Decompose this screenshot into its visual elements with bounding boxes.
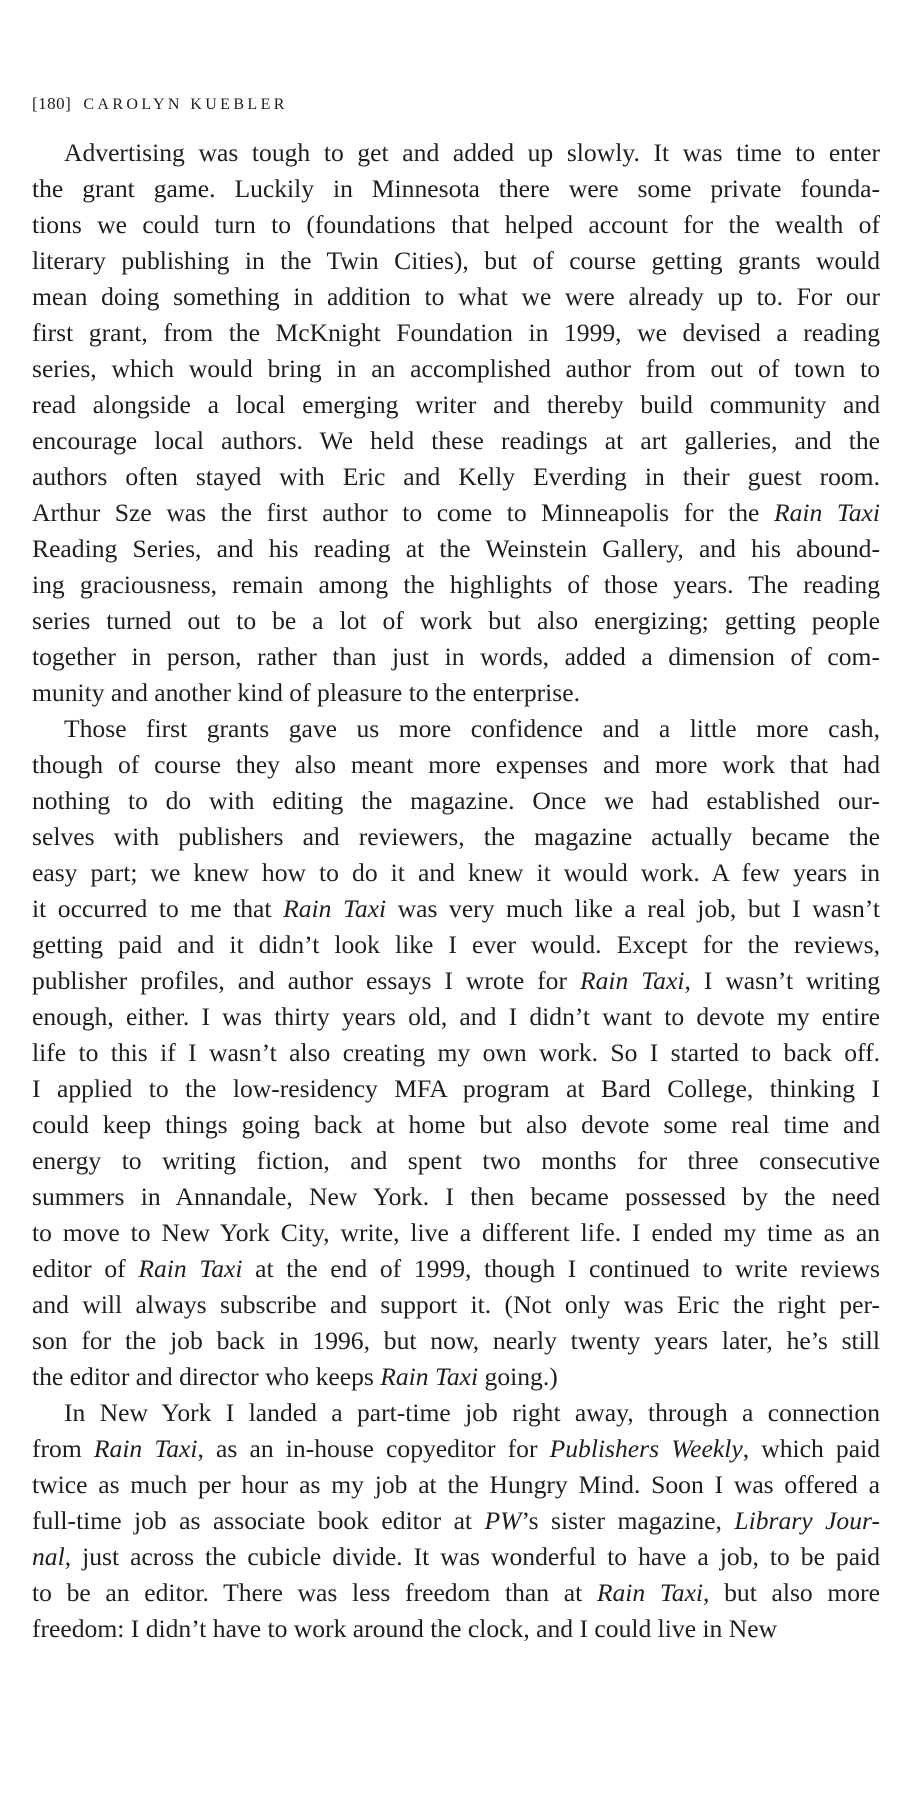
- text-line: Reading Series, and his reading at the Weinstein Gallery, and his abound-: [32, 534, 880, 563]
- text-line: In New York I landed a part-time job right away, through a connection: [64, 1398, 880, 1427]
- text-line: it occurred to me that Rain Taxi was very much like a real job, but I wasn’t: [32, 894, 880, 923]
- text-line: life to this if I wasn’t also creating my own work. So I started to back off.: [32, 1038, 880, 1067]
- text-line: from Rain Taxi, as an in-house copyeditor for Publishers Weekly, which paid: [32, 1434, 881, 1463]
- text-line: nothing to do with editing the magazine. Once we had established our-: [32, 786, 880, 815]
- text-line: enough, either. I was thirty years old, and I didn’t want to devote my entire: [32, 1002, 880, 1031]
- text-line: read alongside a local emerging writer and thereby build community and: [32, 390, 880, 419]
- text-line: to move to New York City, write, live a different life. I ended my time as an: [32, 1218, 880, 1247]
- text-line: and will always subscribe and support it. (Not only was Eric the right per-: [32, 1290, 880, 1319]
- text-line: munity and another kind of pleasure to the enterprise.: [32, 678, 580, 707]
- text-line: mean doing something in addition to what we were already up to. For our: [32, 282, 880, 311]
- text-line: full-time job as associate book editor at PW’s sister magazine, Library Jour-: [32, 1506, 880, 1535]
- text-line: editor of Rain Taxi at the end of 1999, though I continued to write reviews: [32, 1254, 880, 1283]
- text-line: ing graciousness, remain among the highlights of those years. The reading: [32, 570, 880, 599]
- text-line: could keep things going back at home but also devote some real time and: [32, 1110, 880, 1139]
- text-line: summers in Annandale, New York. I then became possessed by the need: [32, 1182, 880, 1211]
- text-line: encourage local authors. We held these readings at art galleries, and the: [32, 426, 880, 455]
- text-line: Advertising was tough to get and added up slowly. It was time to enter: [64, 138, 880, 167]
- text-line: easy part; we knew how to do it and knew it would work. A few years in: [32, 858, 880, 887]
- text-line: I applied to the low-residency MFA program at Bard College, thinking I: [32, 1074, 880, 1103]
- text-line: selves with publishers and reviewers, the magazine actually became the: [32, 822, 880, 851]
- text-line: Those first grants gave us more confidence and a little more cash,: [64, 714, 880, 743]
- text-line: twice as much per hour as my job at the Hungry Mind. Soon I was offered a: [32, 1470, 880, 1499]
- text-line: though of course they also meant more expenses and more work that had: [32, 750, 880, 779]
- author-name: CAROLYN KUEBLER: [83, 96, 288, 113]
- text-line: the editor and director who keeps Rain Taxi going.): [32, 1362, 558, 1391]
- text-line: together in person, rather than just in words, added a dimension of com-: [32, 642, 880, 671]
- text-line: nal, just across the cubicle divide. It was wonderful to have a job, to be paid: [32, 1542, 880, 1571]
- text-line: literary publishing in the Twin Cities), but of course getting grants would: [32, 246, 880, 275]
- text-line: series turned out to be a lot of work but also energizing; getting people: [32, 606, 880, 635]
- running-head: [32, 94, 288, 114]
- text-line: publisher profiles, and author essays I wrote for Rain Taxi, I wasn’t writing: [32, 966, 880, 995]
- text-line: tions we could turn to (foundations that helped account for the wealth of: [32, 210, 880, 239]
- page-number: [180]: [32, 94, 72, 113]
- text-line: to be an editor. There was less freedom than at Rain Taxi, but also more: [32, 1578, 880, 1607]
- book-page: [32, 0, 880, 1800]
- body-text: [32, 135, 880, 1647]
- text-line: the grant game. Luckily in Minnesota there were some private founda-: [32, 174, 880, 203]
- text-line: Arthur Sze was the first author to come to Minneapolis for the Rain Taxi: [32, 498, 880, 527]
- text-line: authors often stayed with Eric and Kelly Everding in their guest room.: [32, 462, 880, 491]
- text-line: son for the job back in 1996, but now, nearly twenty years later, he’s still: [32, 1326, 880, 1355]
- text-line: series, which would bring in an accomplished author from out of town to: [32, 354, 880, 383]
- text-line: getting paid and it didn’t look like I ever would. Except for the reviews,: [32, 930, 880, 959]
- text-line: energy to writing fiction, and spent two months for three consecutive: [32, 1146, 880, 1175]
- text-line: first grant, from the McKnight Foundation in 1999, we devised a reading: [32, 318, 880, 347]
- text-line: freedom: I didn’t have to work around the clock, and I could live in New: [32, 1614, 778, 1643]
